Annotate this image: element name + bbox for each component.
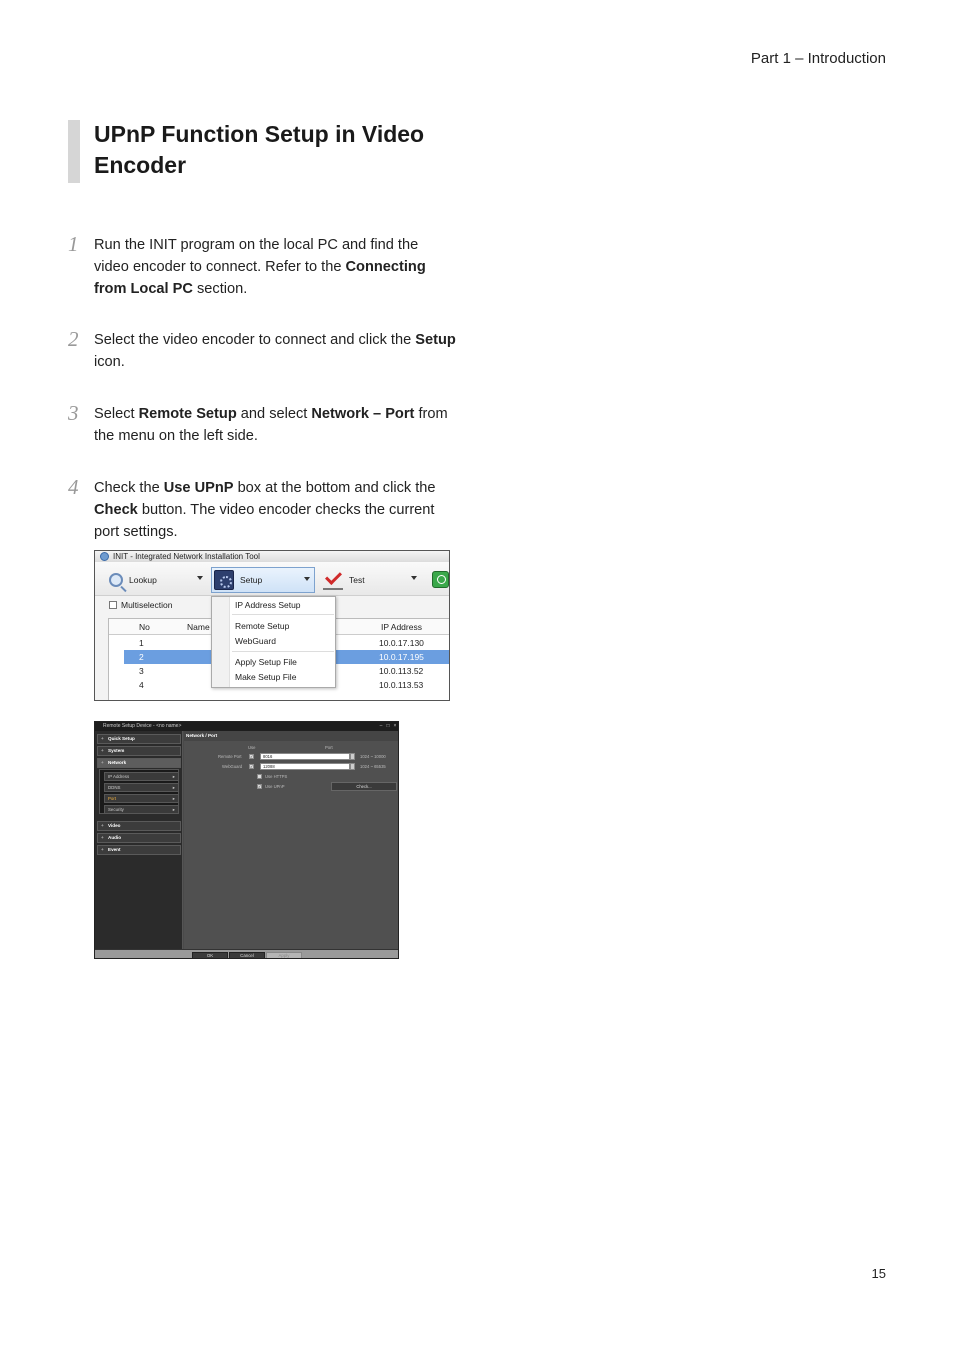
cancel-button[interactable]: Cancel [229, 952, 265, 959]
menu-separator [232, 614, 334, 615]
column-no[interactable]: No [139, 622, 150, 632]
nav-system[interactable]: + System [97, 746, 181, 756]
subnav-ip-address[interactable]: IP Address ▸ [104, 772, 179, 781]
lookup-label: Lookup [129, 575, 157, 585]
step-number: 2 [68, 327, 79, 351]
init-window-title: INIT - Integrated Network Installation Tool [113, 552, 260, 561]
remote-setup-screenshot [94, 721, 399, 959]
close-icon[interactable]: × [393, 723, 397, 729]
subnav-port[interactable]: Port ▸ [104, 794, 179, 803]
row-no: 4 [139, 680, 144, 690]
step-number: 3 [68, 401, 79, 425]
ok-button[interactable]: OK [192, 952, 228, 959]
webguard-checkbox[interactable]: ✓ [250, 764, 254, 769]
nav-audio[interactable]: + Audio [97, 833, 181, 843]
menu-item-remote-setup[interactable]: Remote Setup [235, 621, 290, 631]
check-button[interactable]: Check... [331, 782, 397, 791]
setup-button[interactable] [211, 567, 315, 593]
test-label: Test [349, 575, 365, 585]
minimize-icon[interactable]: – [379, 723, 383, 729]
webguard-port-range: 1024 ~ 65535 [360, 764, 386, 769]
menu-item-webguard[interactable]: WebGuard [235, 636, 276, 646]
row-ip: 10.0.17.195 [379, 652, 424, 662]
menu-item-ip-address-setup[interactable]: IP Address Setup [235, 600, 301, 610]
nav-event[interactable]: + Event [97, 845, 181, 855]
page-title: UPnP Function Setup in Video Encoder [94, 121, 425, 178]
step-text: Run the INIT program on the local PC and find the video encoder to connect. Refer to the Connecting from Local PC section. [94, 237, 426, 297]
network-submenu [99, 769, 179, 814]
menu-separator [232, 651, 334, 652]
power-icon[interactable] [432, 571, 449, 588]
multiselection-label: Multiselection [121, 600, 173, 610]
checkbox-box[interactable] [109, 601, 117, 609]
page-header: Part 1 – Introduction [750, 50, 886, 67]
step-text: Select Remote Setup and select Network – Port from the menu on the left side. [94, 406, 448, 444]
magnifier-icon [109, 573, 123, 587]
init-tool-screenshot [94, 550, 450, 701]
menu-item-apply-setup-file[interactable]: Apply Setup File [235, 657, 297, 667]
nav-quick-setup[interactable]: + Quick Setup [97, 734, 181, 744]
nav-network[interactable]: + Network [97, 758, 181, 768]
remote-setup-sidebar [95, 731, 183, 949]
subnav-security[interactable]: Security ▸ [104, 805, 179, 814]
column-use: Use [248, 745, 256, 750]
nav-video[interactable]: + Video [97, 821, 181, 831]
init-app-icon [100, 552, 109, 561]
lookup-button[interactable] [107, 567, 207, 593]
multiselection-checkbox[interactable] [109, 600, 173, 610]
step-text: Select the video encoder to connect and click the Setup icon. [94, 332, 456, 370]
maximize-icon[interactable]: □ [386, 723, 390, 729]
subnav-ddns[interactable]: DDNS ▸ [104, 783, 179, 792]
chevron-down-icon[interactable] [197, 576, 203, 580]
remote-port-label: Remote Port [218, 754, 242, 759]
use-upnp-checkbox[interactable]: ✓ [258, 784, 262, 789]
title-accent-bar [68, 120, 80, 183]
chevron-down-icon[interactable] [304, 577, 310, 581]
row-ip: 10.0.113.53 [379, 680, 424, 690]
column-ip-address[interactable]: IP Address [381, 622, 422, 632]
webguard-port-input[interactable]: 12088 [260, 763, 350, 770]
row-no: 3 [139, 666, 144, 676]
use-https-label: Use HTTPS [265, 774, 288, 779]
webguard-port-spinner[interactable] [350, 763, 355, 770]
menu-gutter [212, 597, 230, 687]
column-name[interactable]: Name [187, 622, 210, 632]
checkmark-icon [323, 570, 343, 590]
step-number: 4 [68, 475, 79, 499]
init-window-titlebar [95, 551, 449, 562]
remote-setup-footer [95, 949, 399, 959]
remote-port-spinner[interactable] [350, 753, 355, 760]
row-ip: 10.0.113.52 [379, 666, 424, 676]
network-port-panel [184, 731, 399, 949]
remote-port-checkbox[interactable]: ✓ [250, 754, 254, 759]
column-port: Port [325, 745, 333, 750]
row-ip: 10.0.17.130 [379, 638, 424, 648]
chevron-down-icon[interactable] [411, 576, 417, 580]
remote-setup-titlebar [95, 722, 399, 731]
init-toolbar [95, 562, 450, 596]
step-number: 1 [68, 232, 79, 256]
panel-heading: Network / Port [184, 731, 399, 741]
row-no: 1 [139, 638, 144, 648]
test-button[interactable] [321, 567, 421, 593]
remote-port-range: 1024 ~ 10000 [360, 754, 386, 759]
setup-gear-icon [214, 570, 234, 590]
page-number: 15 [871, 1266, 886, 1281]
setup-dropdown-menu [211, 596, 336, 688]
remote-port-input[interactable]: 8016 [260, 753, 350, 760]
apply-button[interactable]: Apply [266, 952, 302, 959]
use-https-checkbox[interactable] [257, 774, 262, 779]
row-no: 2 [139, 652, 144, 662]
webguard-label: WebGuard [222, 764, 243, 769]
remote-setup-title: Remote Setup Device - <no name> [103, 723, 182, 729]
use-upnp-label: Use UPnP [265, 784, 285, 789]
menu-item-make-setup-file[interactable]: Make Setup File [235, 672, 297, 682]
step-text: Check the Use UPnP box at the bottom and click the Check button. The video encoder checks the current port settings. [94, 480, 436, 540]
setup-label: Setup [240, 575, 263, 585]
